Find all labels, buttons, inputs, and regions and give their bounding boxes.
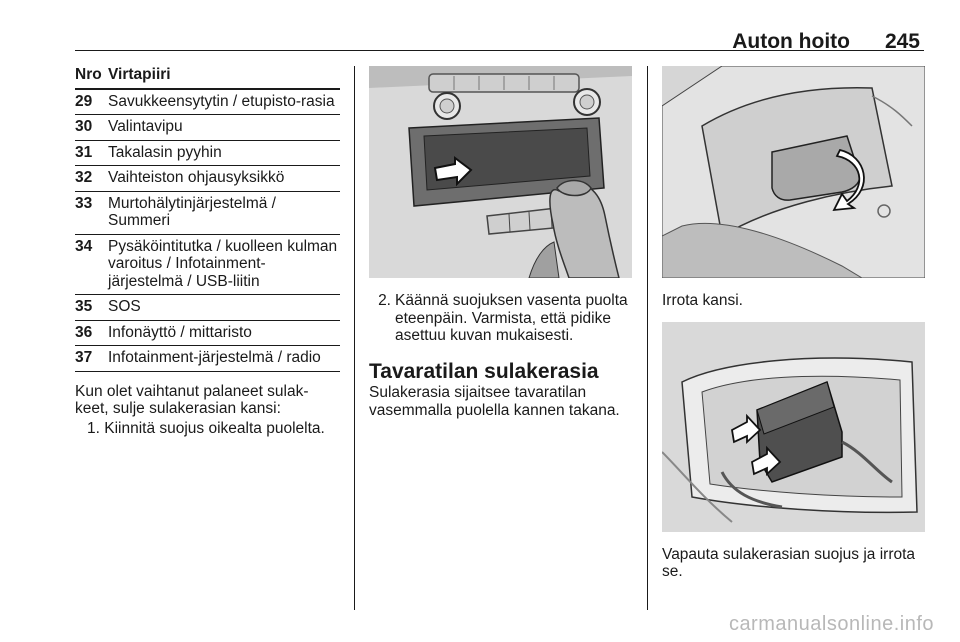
row-number: 32 [75, 169, 93, 186]
column-middle [369, 66, 632, 419]
page-number: 245 [884, 30, 920, 53]
caption-release-fuse-cover: Vapauta sulakerasian suojus ja irrota se. [662, 545, 916, 580]
row-circuit: SOS [108, 298, 141, 315]
table-row [75, 90, 340, 116]
instruction-step-1: 1. Kiinnitä suojus oikealta puolelta. [87, 419, 325, 437]
table-header-nr: Nro [75, 66, 102, 83]
row-number: 37 [75, 349, 93, 366]
header-title: Auton hoito [732, 30, 850, 53]
row-circuit: Vaihteiston ohjausyksikkö [108, 169, 285, 186]
step-text: Käännä suojuksen vasenta puolta eteenpäin. Varmista, että pidike asettuu kuvan mukaisesti. [395, 292, 628, 344]
row-circuit: Savukkeensytytin / etupisto-rasia [108, 92, 335, 110]
row-number: 34 [75, 237, 93, 255]
section-text: Sulakerasia sijaitsee tavaratilan vasemmalla puolella kannen takana. [369, 384, 620, 419]
table-row [75, 346, 340, 372]
fuse-table-body [75, 90, 340, 372]
instruction-paragraph: Kun olet vaihtanut palaneet sulak-keet, sulje sulakerasian kansi: [75, 382, 309, 417]
table-row [75, 235, 340, 296]
table-row [75, 321, 340, 347]
fuse-box-illustration [662, 322, 925, 532]
watermark: carmanualsonline.info [728, 613, 934, 635]
table-row [75, 115, 340, 141]
column-divider [354, 66, 355, 610]
table-row [75, 295, 340, 321]
trunk-cover-illustration [662, 66, 925, 278]
column-left [75, 66, 340, 437]
row-number: 30 [75, 118, 93, 135]
column-right [662, 66, 925, 581]
fuse-table-header [75, 66, 340, 90]
row-number: 29 [75, 92, 93, 110]
step-number: 2. [378, 292, 391, 309]
table-row [75, 141, 340, 167]
row-number: 35 [75, 298, 93, 315]
section-heading: Tavaratilan sulakerasia [369, 359, 599, 383]
row-number: 36 [75, 323, 93, 341]
table-row [75, 192, 340, 235]
table-header-circuit: Virtapiiri [108, 66, 171, 83]
row-circuit: Valintavipu [108, 118, 183, 135]
instruction-step-2 [369, 292, 632, 345]
header-rule [75, 50, 924, 51]
row-circuit: Infotainment-järjestelmä / radio [108, 349, 321, 366]
row-number: 33 [75, 194, 93, 212]
row-circuit: Takalasin pyyhin [108, 143, 222, 161]
row-number: 31 [75, 143, 93, 161]
caption-remove-cover: Irrota kansi. [662, 292, 743, 309]
column-divider [647, 66, 648, 610]
row-circuit: Murtohälytinjärjestelmä / Summeri [108, 194, 276, 229]
table-row [75, 166, 340, 192]
row-circuit: Infonäyttö / mittaristo [108, 323, 252, 341]
center-console-illustration [369, 66, 632, 278]
row-circuit: Pysäköintitutka / kuolleen kulman varoitus / Infotainment-järjestelmä / USB-liitin [108, 237, 338, 290]
